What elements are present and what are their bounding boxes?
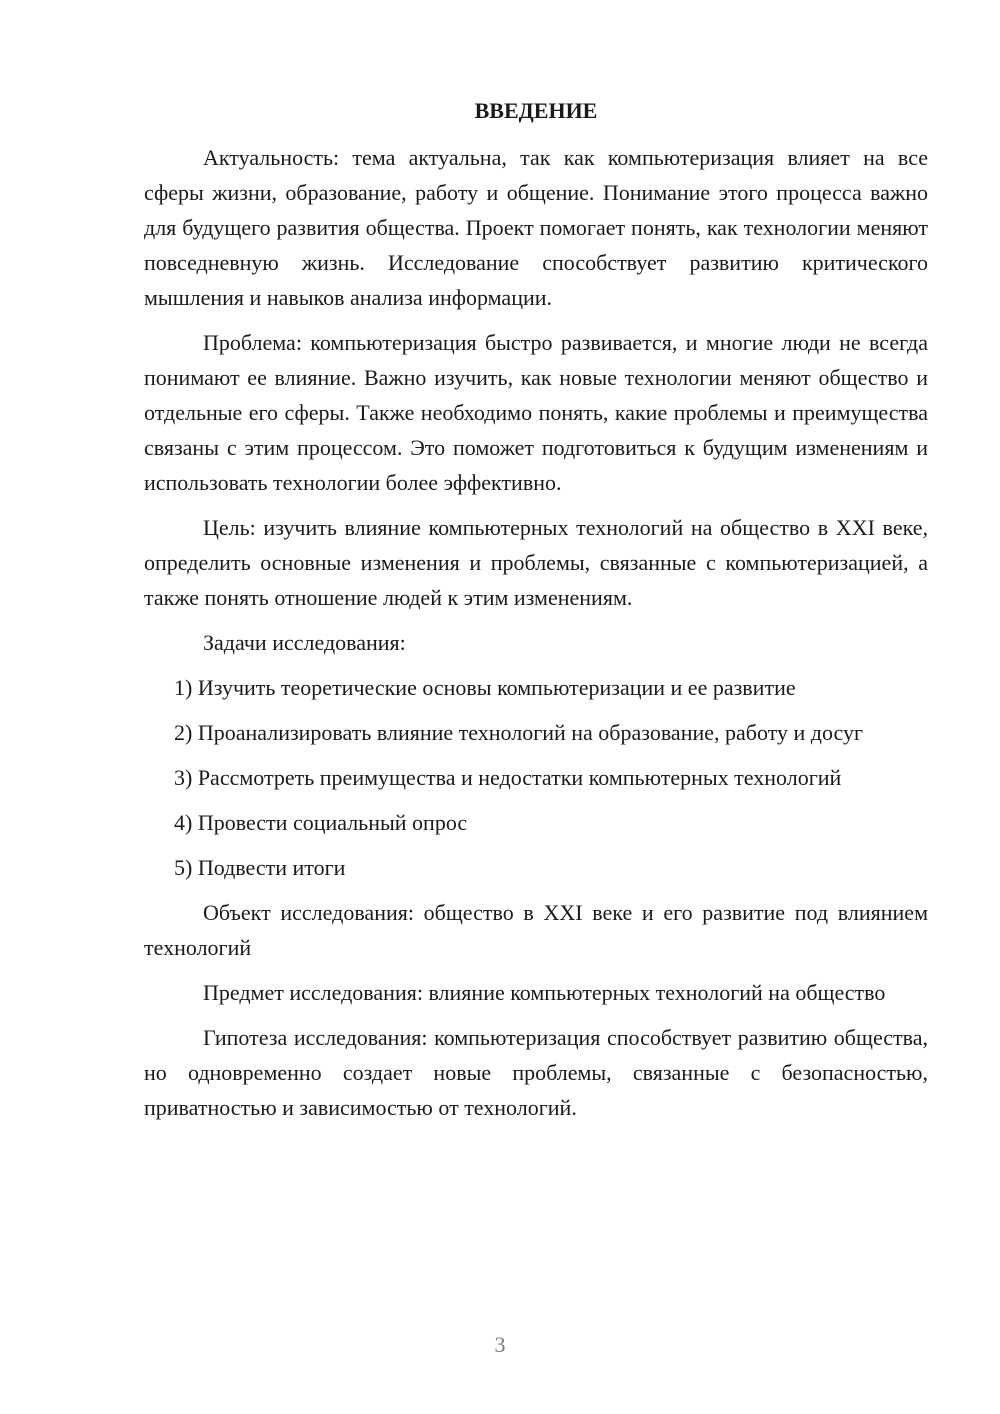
task-item-3: 3) Рассмотреть преимущества и недостатки компьютерных технологий xyxy=(174,765,842,790)
goal-paragraph: Цель: изучить влияние компьютерных технологий на общество в XXI веке, определить основные изменения и проблемы, связанные с компьютеризацией, а также понять отношение людей к этим изменениям. xyxy=(144,515,928,610)
document-page xyxy=(144,96,928,1135)
page-title: ВВЕДЕНИЕ xyxy=(474,98,598,123)
tasks-heading: Задачи исследования: xyxy=(203,630,406,655)
hypothesis-paragraph: Гипотеза исследования: компьютеризация способствует развитию общества, но одновременно создает новые проблемы, связанные с безопасностью, приватностью и зависимостью от технологий. xyxy=(144,1025,928,1120)
task-item-2: 2) Проанализировать влияние технологий на образование, работу и досуг xyxy=(174,720,864,745)
relevance-paragraph: Актуальность: тема актуальна, так как компьютеризация влияет на все сферы жизни, образование, работу и общение. Понимание этого процесса важно для будущего развития общества. Проект помогает понять, как технологии меняют повседневную жизнь. Исследование способствует развитию критического мышления и навыков анализа информации. xyxy=(144,145,928,310)
problem-paragraph: Проблема: компьютеризация быстро развивается, и многие люди не всегда понимают ее влияние. Важно изучить, как новые технологии меняют общество и отдельные его сферы. Также необходимо понять, какие проблемы и преимущества связаны с этим процессом. Это поможет подготовиться к будущим изменениям и использовать технологии более эффективно. xyxy=(144,330,928,495)
task-item-5: 5) Подвести итоги xyxy=(174,855,346,880)
task-item-4: 4) Провести социальный опрос xyxy=(174,810,468,835)
page-number: 3 xyxy=(494,1332,506,1357)
object-paragraph: Объект исследования: общество в XXI веке и его развитие под влиянием технологий xyxy=(144,900,928,960)
subject-paragraph: Предмет исследования: влияние компьютерных технологий на общество xyxy=(203,980,886,1005)
task-item-1: 1) Изучить теоретические основы компьютеризации и ее развитие xyxy=(174,675,796,700)
